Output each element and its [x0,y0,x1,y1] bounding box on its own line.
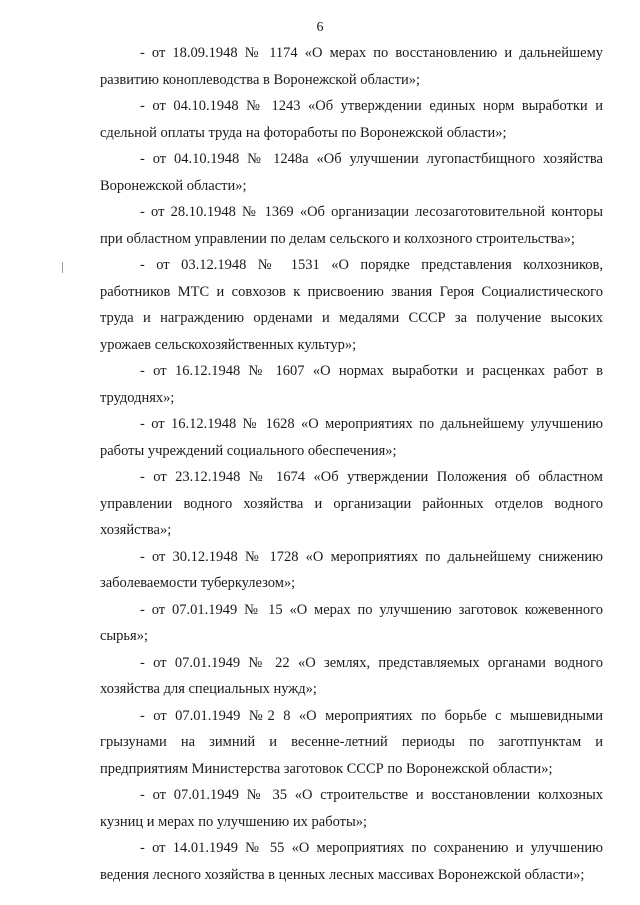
list-item: - от 03.12.1948 № 1531 «О порядке представления колхозников, работников МТС и совхозов к присвоению звания Героя Социалистического труда и награждению орденами и медалями СССР за получение высоких урожаев сельскохозяйственных культур»; [100,257,603,353]
list-item: - от 30.12.1948 № 1728 «О мероприятиях по дальнейшему снижению заболеваемости туберкулезом»; [100,548,603,591]
list-item: - от 07.01.1949 № 35 «О строительстве и восстановлении колхозных кузниц и мерах по улучшению их работы»; [100,787,603,830]
list-item: - от 14.01.1949 № 55 «О мероприятиях по сохранению и улучшению ведения лесного хозяйства в ценных лесных массивах Воронежской области»; [100,840,603,883]
list-item: - от 07.01.1949 № 22 «О землях, представляемых органами водного хозяйства для специальных нужд»; [100,654,603,697]
list-item: - от 16.12.1948 № 1607 «О нормах выработки и расценках работ в трудоднях»; [100,363,603,406]
page-number: 6 [316,20,324,35]
list-item: - от 28.10.1948 № 1369 «Об организации лесозаготовительной конторы при областном управлении по делам сельского и колхозного строительства»; [100,204,603,247]
list-item: - от 18.09.1948 № 1174 «О мерах по восстановлению и дальнейшему развитию коноплеводства в Воронежской области»; [100,45,603,88]
list-item: - от 07.01.1949 № 15 «О мерах по улучшению заготовок кожевенного сырья»; [100,601,603,644]
list-item: - от 16.12.1948 № 1628 «О мероприятиях по дальнейшему улучшению работы учреждений социального обеспечения»; [100,416,603,459]
resolution-list [100,40,603,888]
list-item: - от 04.10.1948 № 1248а «Об улучшении лугопастбищного хозяйства Воронежской области»; [100,151,603,194]
margin-mark [62,262,63,273]
list-item: - от 04.10.1948 № 1243 «Об утверждении единых норм выработки и сдельной оплаты труда на фоторaботы по Воронежской области»; [100,98,603,141]
list-item: - от 23.12.1948 № 1674 «Об утверждении Положения об областном управлении водного хозяйства и организации районных отделов водного хозяйства»; [100,469,603,538]
list-item: - от 07.01.1949 №2 8 «О мероприятиях по борьбе с мышевидными грызунами на зимний и весенне-летний периоды по заготпунктам и предприятиям Министерства заготовок СССР по Воронежской области»; [100,707,603,777]
